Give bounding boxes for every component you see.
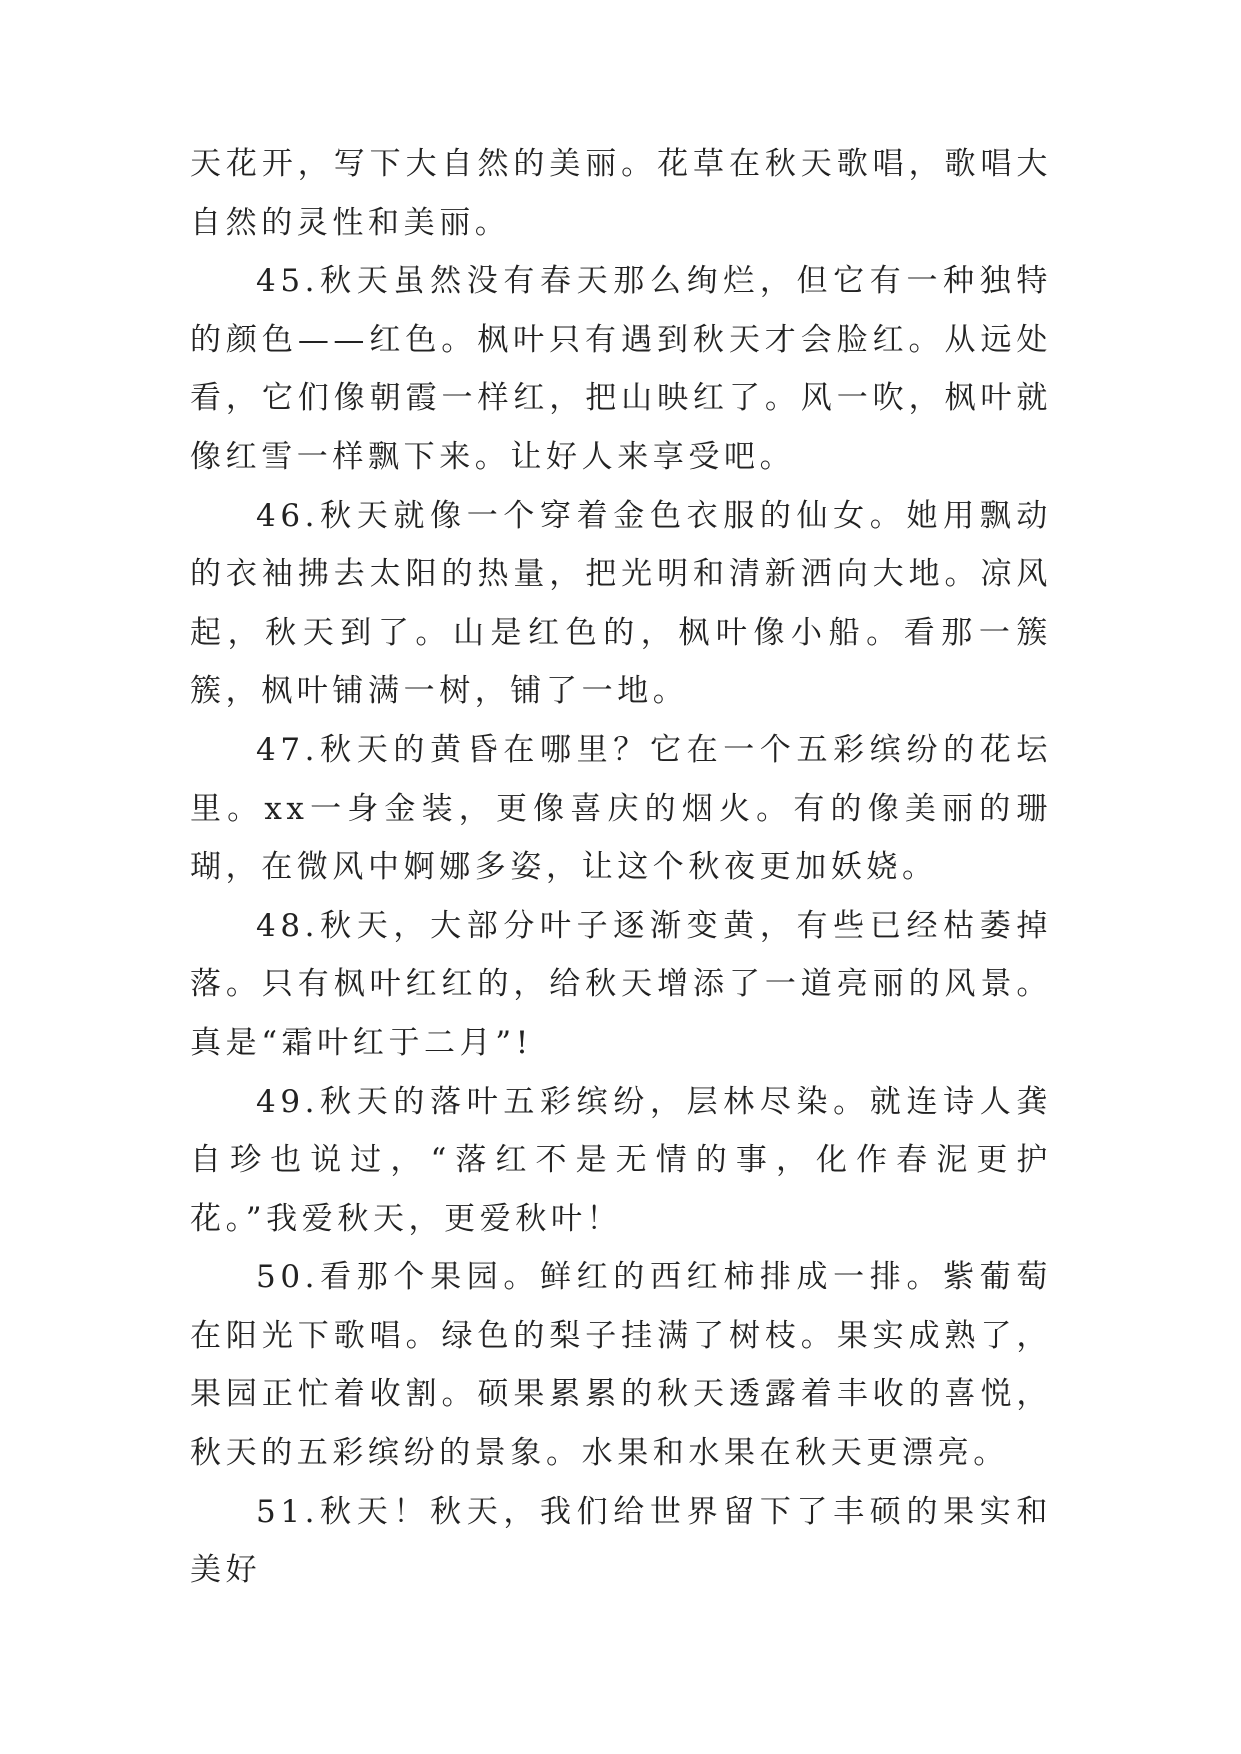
paragraph-49: 49.秋天的落叶五彩缤纷，层林尽染。就连诗人龚自珍也说过，“落红不是无情的事，化作春泥更护花。”我爱秋天，更爱秋叶！ xyxy=(190,1083,1052,1237)
paragraph-50: 50.看那个果园。鲜红的西红柿排成一排。紫葡萄在阳光下歌唱。绿色的梨子挂满了树枝。果实成熟了，果园正忙着收割。硕果累累的秋天透露着丰收的喜悦，秋天的五彩缤纷的景象。水果和水果在秋天更漂亮。 xyxy=(190,1259,1052,1472)
paragraph-46: 46.秋天就像一个穿着金色衣服的仙女。她用飘动的衣袖拂去太阳的热量，把光明和清新洒向大地。凉风起，秋天到了。山是红色的，枫叶像小船。看那一簇簇，枫叶铺满一树，铺了一地。 xyxy=(190,497,1052,710)
document-page xyxy=(190,135,1052,1600)
paragraph-51: 51.秋天！秋天，我们给世界留下了丰硕的果实和美好 xyxy=(190,1493,1052,1589)
paragraph-48: 48.秋天，大部分叶子逐渐变黄，有些已经枯萎掉落。只有枫叶红红的，给秋天增添了一道亮丽的风景。真是“霜叶红于二月”! xyxy=(190,907,1052,1061)
paragraph-47: 47.秋天的黄昏在哪里？它在一个五彩缤纷的花坛里。xx一身金装，更像喜庆的烟火。有的像美丽的珊瑚，在微风中婀娜多姿，让这个秋夜更加妖娆。 xyxy=(190,731,1052,886)
paragraph-continuation: 天花开，写下大自然的美丽。花草在秋天歌唱，歌唱大自然的灵性和美丽。 xyxy=(190,146,1052,241)
paragraph-45: 45.秋天虽然没有春天那么绚烂，但它有一种独特的颜色——红色。枫叶只有遇到秋天才会脸红。从远处看，它们像朝霞一样红，把山映红了。风一吹，枫叶就像红雪一样飘下来。让好人来享受吧。 xyxy=(190,263,1052,475)
